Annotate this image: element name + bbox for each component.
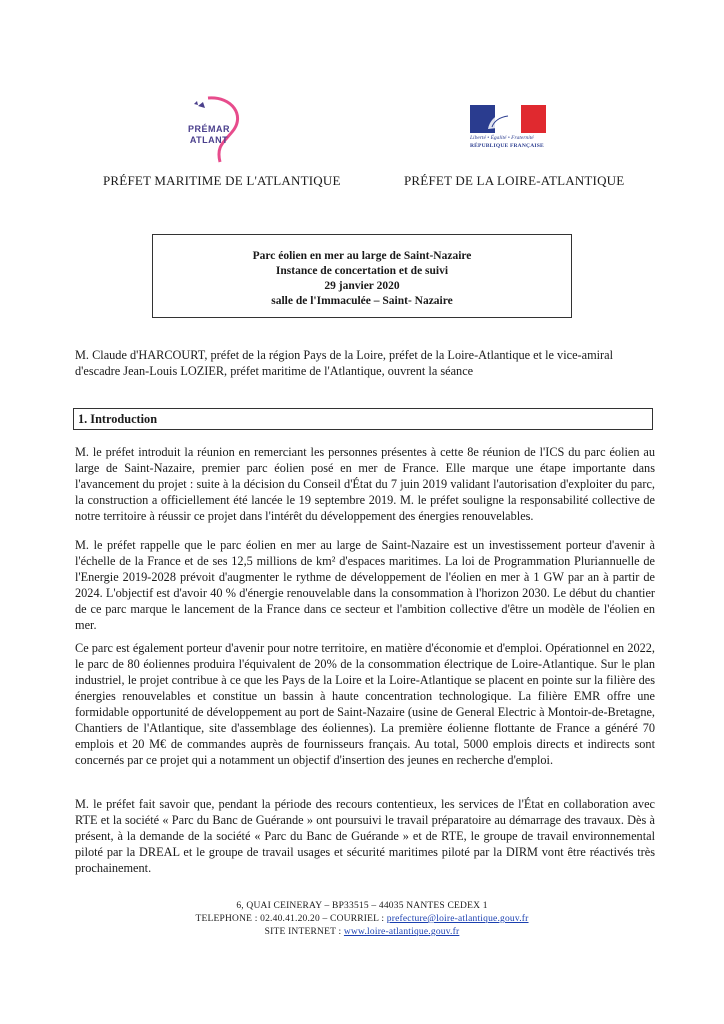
paragraph-2: M. le préfet rappelle que le parc éolien en mer au large de Saint-Nazaire est un investissement porteur d'avenir à l'échelle de la France et de ses 12,5 millions de km² d'espaces maritimes. La loi de Programmation Pluriannuelle de l'Energie 2019-2028 prévoit d'augmenter le rythme de développement de l'éolien en mer à 1 GW par an à partir de 2024. L'objectif est d'avoir 40 % d'énergie renouvelable dans la consommation à l'horizon 2030. Le début du chantier de ce parc marque le lancement de la France dans ce secteur et l'ambition collective d'être un modèle de l'éolien en mer. — [75, 538, 655, 632]
prefet-maritime-label: PRÉFET MARITIME DE L'ATLANTIQUE — [103, 173, 341, 188]
footer-site-link[interactable]: www.loire-atlantique.gouv.fr — [343, 927, 460, 937]
footer-site-prefix: SITE INTERNET : — [264, 927, 344, 937]
footer — [150, 900, 574, 939]
paragraph-4: M. le préfet fait savoir que, pendant la période des recours contentieux, les services de l'État en collaboration avec RTE et la société « Parc du Banc de Guérande » ont poursuivi le travail préparatoire au démarrage des travaux. Dès à présent, à la demande de la société « Parc du Banc de Guérande » et de RTE, le groupe de travail environnemental piloté par la DREAL et le groupe de travail usages et sécurité maritimes piloté par la DIRM vont être réactivés très prochainement. — [75, 797, 655, 875]
prefet-loire-label: PRÉFET DE LA LOIRE-ATLANTIQUE — [404, 173, 625, 188]
footer-address: 6, QUAI CEINERAY – BP33515 – 44035 NANTES CEDEX 1 — [236, 901, 488, 911]
footer-email-link[interactable]: prefecture@loire-atlantique.gouv.fr — [386, 914, 529, 924]
title-line-2: Instance de concertation et de suivi — [275, 265, 449, 277]
footer-phone: TELEPHONE : 02.40.41.20.20 – COURRIEL : — [195, 914, 387, 924]
marianne-logo — [470, 105, 550, 161]
title-line-3: 29 janvier 2020 — [324, 280, 400, 292]
title-line-1: Parc éolien en mer au large de Saint-Nazaire — [252, 250, 472, 262]
republic-motto: Liberté • Égalité • Fraternité — [470, 135, 534, 141]
premar-logo-text — [180, 124, 238, 146]
title-line-4: salle de l'Immaculée – Saint- Nazaire — [271, 295, 453, 307]
footer-site-line — [150, 926, 574, 939]
premar-logo-line1: PRÉMAR — [187, 124, 230, 134]
republic-label: RÉPUBLIQUE FRANÇAISE — [470, 143, 544, 149]
footer-contact-line — [150, 913, 574, 926]
meeting-title-box — [152, 234, 572, 318]
premar-atlant-logo — [180, 96, 250, 166]
opening-paragraph: M. Claude d'HARCOURT, préfet de la région Pays de la Loire, préfet de la Loire-Atlantique et le vice-amiral d'escadre Jean-Louis LOZIER, préfet maritime de l'Atlantique, ouvrent la séance — [75, 348, 614, 378]
paragraph-3: Ce parc est également porteur d'avenir pour notre territoire, en matière d'économie et d'emploi. Opérationnel en 2022, le parc de 80 éoliennes produira l'équivalent de 20% de la consommation électrique de Loire-Atlantique. Sur le plan industriel, le projet contribue à ce que les Pays de la Loire et la Loire-Atlantique se placent en pointe sur la filière des énergies renouvelables et constitue un bassin à haute concentration technologique. La filière EMR offre une formidable opportunité de développement au port de Saint-Nazaire (usine de General Electric à Montoir-de-Bretagne, Chantiers de l'Atlantique, site d'assemblage des éoliennes). La première éolienne flottante de France a généré 70 emplois et 20 M€ de commandes auprès de fournisseurs français. Au total, 5000 emplois directs et indirects sont concernés par ce projet qui a notamment un objectif d'insertion des jeunes en recherche d'emploi. — [75, 641, 655, 767]
marianne-profile-icon — [478, 107, 518, 131]
paragraph-1: M. le préfet introduit la réunion en remerciant les personnes présentes à cette 8e réunion de l'ICS du parc éolien au large de Saint-Nazaire, premier parc éolien posé en mer de France. Elle marque une étape importante dans l'avancement du projet : suite à la décision du Conseil d'État du 7 juin 2019 validant l'autorisation d'exploiter du parc, la construction a officiellement été lancée le 19 septembre 2019. M. le préfet souligne la responsabilité collective de notre territoire à réussir ce projet dans l'intérêt du développement des énergies renouvelables. — [75, 445, 655, 523]
premar-logo-line2: ATLANT — [189, 135, 229, 145]
section-heading-introduction: 1. Introduction — [73, 408, 653, 430]
